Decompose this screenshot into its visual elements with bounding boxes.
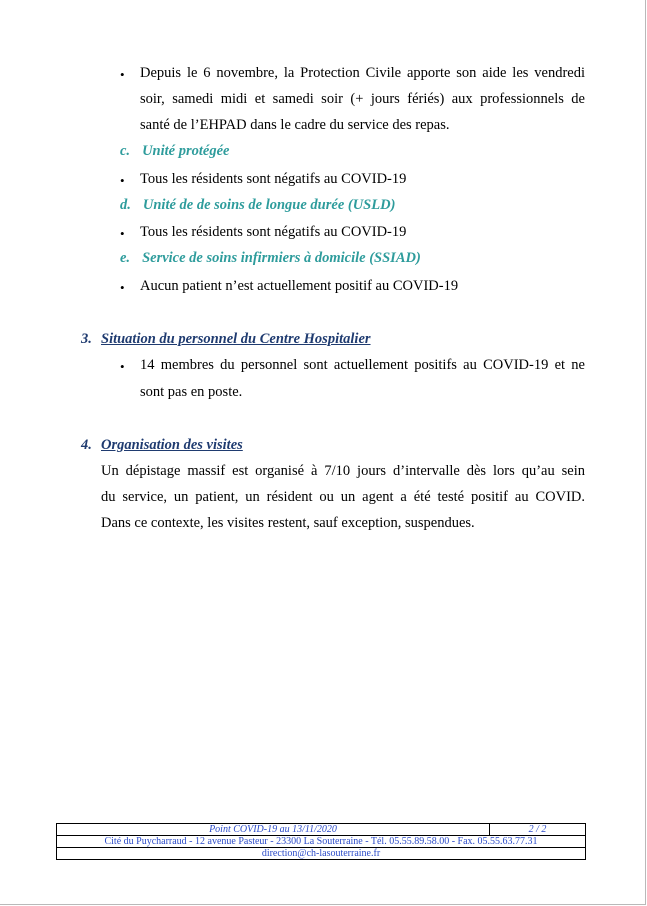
ssiad-status: Aucun patient n’est actuellement positif au COVID-19 [140,278,459,294]
subheading-title: Service de soins infirmiers à domicile (SSIAD) [142,250,421,266]
visites-line-1: Un dépistage massif est organisé à 7/10 jours d’intervalle dès lors qu’au sein [101,463,585,479]
usld-status: Tous les résidents sont négatifs au COVID-19 [140,224,407,240]
subheading-unite-protegee [120,143,229,160]
visites-line-2: du service, un patient, un résident ou un agent a été testé positif au COVID. [101,489,585,505]
subheading-title: Unité de de soins de longue durée (USLD) [142,197,396,213]
personnel-line-2: sont pas en poste. [140,384,243,400]
footer-page-number: 2 / 2 [490,824,586,836]
subheading-usld [120,197,395,214]
section-title: Organisation des visites [101,437,243,453]
section-heading-personnel [81,331,371,348]
subheading-ssiad [120,250,421,267]
bullet-dot: • [120,280,125,295]
section-number: 3. [81,331,92,347]
unite-protegee-status: Tous les résidents sont négatifs au COVID-19 [140,171,407,187]
footer-table [56,823,586,860]
footer-address: Cité du Puycharraud - 12 avenue Pasteur - 23300 La Souterraine - Tél. 05.55.89.58.00 - Fax. 05.55.63.77.31 [57,836,586,848]
subheading-letter: c. [120,143,131,159]
protection-civile-line-2: soir, samedi midi et samedi soir (+ jours fériés) aux professionnels de [140,91,585,107]
bullet-dot: • [120,359,125,374]
bullet-dot: • [120,226,125,241]
section-number: 4. [81,437,92,453]
bullet-dot: • [120,67,125,82]
section-title: Situation du personnel du Centre Hospitalier [101,331,371,347]
protection-civile-line-3: santé de l’EHPAD dans le cadre du service des repas. [140,117,450,133]
subheading-letter: e. [120,250,131,266]
visites-line-3: Dans ce contexte, les visites restent, sauf exception, suspendues. [101,515,475,531]
subheading-title: Unité protégée [142,143,230,159]
footer-email: direction@ch-lasouterraine.fr [57,848,586,860]
section-heading-visites [81,437,243,454]
footer-doc-title: Point COVID-19 au 13/11/2020 [57,824,490,836]
subheading-letter: d. [120,197,131,213]
protection-civile-line-1: Depuis le 6 novembre, la Protection Civile apporte son aide les vendredi [140,65,585,81]
personnel-line-1: 14 membres du personnel sont actuellement positifs au COVID-19 et ne [140,357,585,373]
bullet-dot: • [120,173,125,188]
